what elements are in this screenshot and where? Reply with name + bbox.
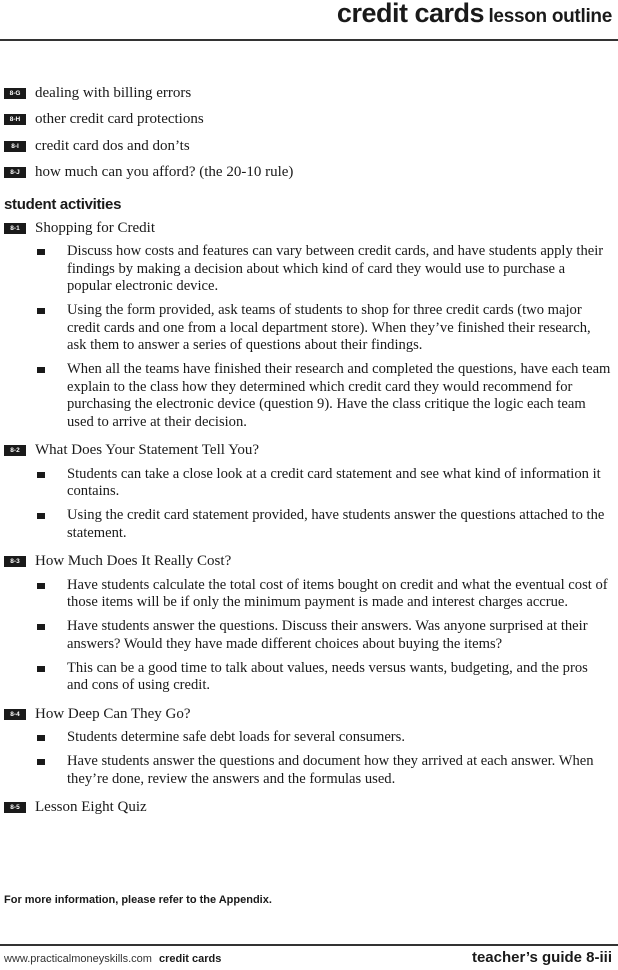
bullet-square-icon	[37, 308, 45, 314]
bullet-list	[0, 243, 618, 431]
activity-title: How Deep Can They Go?	[35, 705, 191, 722]
topic-item	[0, 107, 618, 134]
bullet-item	[0, 466, 618, 501]
bullet-list	[0, 466, 618, 543]
bullet-square-icon	[37, 624, 45, 630]
bullet-text: This can be a good time to talk about values, needs versus wants, budgeting, and the pros and cons of using credit.	[67, 659, 588, 693]
activity-title: Shopping for Credit	[35, 219, 155, 236]
activity-title: How Much Does It Really Cost?	[35, 553, 232, 569]
activity	[0, 215, 618, 431]
activity-list	[0, 215, 618, 821]
more-info-note: For more information, please refer to the Appendix.	[4, 894, 272, 906]
section-badge: 8-J	[4, 167, 26, 178]
bullet-square-icon	[37, 666, 45, 672]
topic-item	[0, 160, 618, 187]
activity-badge: 8-3	[4, 556, 26, 567]
activity-title-row	[0, 795, 618, 821]
topic-label: credit card dos and don’ts	[35, 137, 190, 154]
bullet-text: Using the form provided, ask teams of students to shop for three credit cards (two major credit cards and one from a local department store). When they’ve finished their research, ask them to answer a series of questions about their findings.	[67, 302, 591, 353]
bullet-square-icon	[37, 735, 45, 741]
activity-badge: 8-4	[4, 709, 26, 720]
activity-title-row	[0, 215, 618, 241]
bullet-list	[0, 577, 618, 695]
bullet-text: Students can take a close look at a credit card statement and see what kind of information it contains.	[67, 465, 601, 499]
activity-badge: 8-1	[4, 223, 26, 234]
activity-title-row	[0, 438, 618, 464]
bullet-square-icon	[37, 249, 45, 255]
topic-item	[0, 133, 618, 160]
bullet-square-icon	[37, 472, 45, 478]
bullet-text: Using the credit card statement provided, have students answer the questions attached to the statement.	[67, 507, 605, 541]
bullet-square-icon	[37, 513, 45, 519]
topic-list	[0, 80, 618, 186]
header-subtitle: lesson outline	[488, 6, 612, 27]
section-badge: 8-I	[4, 141, 26, 152]
bullet-item	[0, 361, 618, 431]
section-badge: 8-H	[4, 114, 26, 125]
activity	[0, 438, 618, 543]
bullet-item	[0, 729, 618, 747]
bullet-square-icon	[37, 367, 45, 373]
footer-page: teacher’s guide 8-iii	[471, 949, 612, 966]
activity-badge: 8-5	[4, 802, 26, 813]
activity-title-row	[0, 549, 618, 575]
footer-url[interactable]: www.practicalmoneyskills.com	[4, 953, 152, 965]
activity	[0, 549, 618, 695]
activities-heading: student activities	[4, 196, 122, 213]
activity	[0, 701, 618, 788]
bullet-text: Have students calculate the total cost of items bought on credit and what the eventual cost of those items will be if only the minimum payment is made and interest charges accrue.	[67, 576, 608, 610]
lesson-outline	[0, 80, 618, 821]
bullet-square-icon	[37, 583, 45, 589]
page-header	[337, 0, 612, 29]
bullet-item	[0, 618, 618, 653]
topic-label: how much can you afford? (the 20-10 rule)	[35, 164, 294, 181]
bullet-item	[0, 660, 618, 695]
topic-item	[0, 80, 618, 107]
bullet-text: Have students answer the questions and document how they arrived at each answer. When they’re done, review the answers and the formulas used.	[67, 753, 594, 787]
header-title: credit cards	[336, 0, 484, 28]
footer-left	[4, 953, 221, 965]
topic-label: other credit card protections	[35, 111, 204, 128]
activity	[0, 795, 618, 821]
bullet-text: Have students answer the questions. Discuss their answers. Was anyone surprised at their answers? Would they have made different choices about buying the items?	[67, 618, 588, 652]
bullet-text: When all the teams have finished their research and completed the questions, have each team explain to the class how they determined which credit card they would recommend for purchasing the electronic device (question 9). Have the class critique the logic each team used to arrive at their decision.	[67, 361, 611, 430]
bullet-text: Students determine safe debt loads for several consumers.	[67, 729, 405, 745]
bullet-item	[0, 507, 618, 542]
bullet-item	[0, 243, 618, 296]
bullet-list	[0, 729, 618, 788]
bullet-item	[0, 577, 618, 612]
activity-title: What Does Your Statement Tell You?	[35, 442, 260, 458]
bullet-text: Discuss how costs and features can vary between credit cards, and have students apply their findings by making a decision about which kind of card they would use to purchase a popular electronic device.	[67, 243, 604, 294]
bullet-item	[0, 753, 618, 788]
topic-label: dealing with billing errors	[35, 84, 192, 101]
activity-title: Lesson Eight Quiz	[35, 799, 147, 815]
header-rule	[0, 39, 618, 41]
footer-rule	[0, 944, 618, 946]
footer-topic: credit cards	[159, 953, 222, 965]
activity-badge: 8-2	[4, 445, 26, 456]
bullet-item	[0, 302, 618, 355]
activity-title-row	[0, 701, 618, 727]
bullet-square-icon	[37, 759, 45, 765]
section-badge: 8-G	[4, 88, 26, 99]
